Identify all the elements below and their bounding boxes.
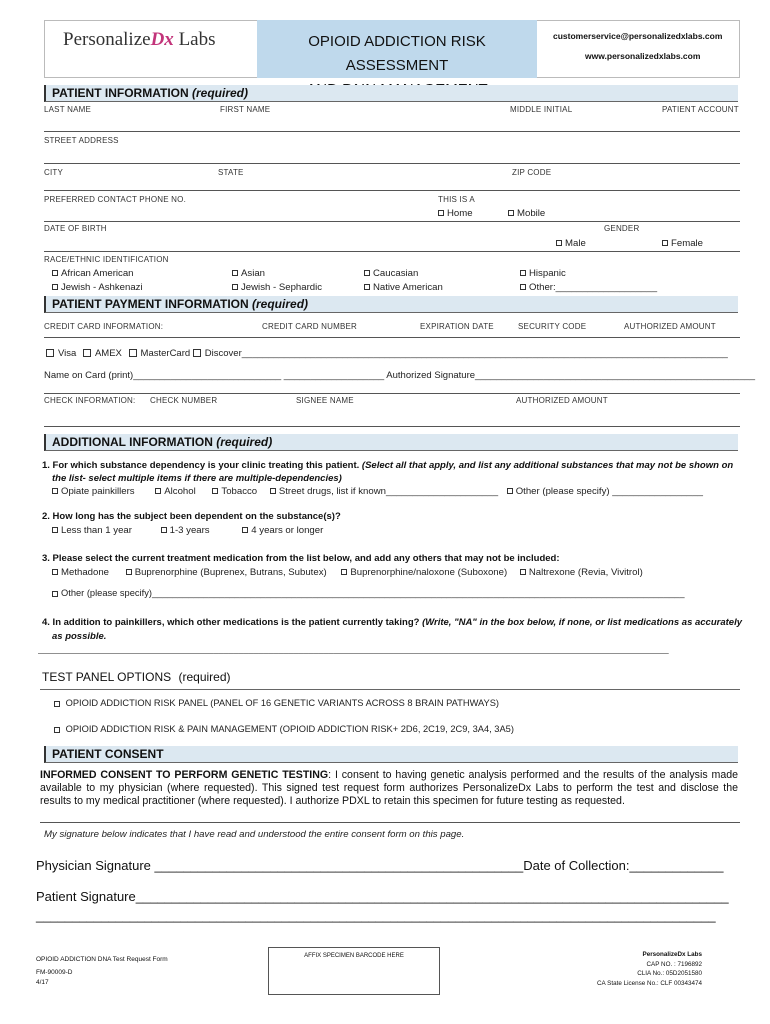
contact-website[interactable]: www.personalizedxlabs.com [585,51,701,61]
mobile-checkbox[interactable] [508,210,514,216]
alcohol-option[interactable]: Alcohol [155,486,195,497]
form-date: 4/17 [36,979,49,986]
mobile-option[interactable]: Mobile [508,208,545,219]
methadone-option[interactable]: Methadone [52,567,109,578]
check-info-label: CHECK INFORMATION: [44,396,136,405]
male-checkbox[interactable] [556,240,562,246]
security-label: SECURITY CODE [518,322,587,331]
check-authorized-label: AUTHORIZED AMOUNT [516,396,608,405]
test-panel-option-2[interactable]: OPIOID ADDICTION RISK & PAIN MANAGEMENT (OPIOID ADDICTION RISK+ 2D6, 2C19, 2C9, 3A4, 3A5) [54,724,514,734]
less-than-1-year-option[interactable]: Less than 1 year [52,525,132,536]
other-substance-option[interactable]: Other (please specify) _________________ [507,486,703,497]
q4-answer-line[interactable]: ______________________________________________________________________________________________________________________________ [38,644,669,654]
race-asian[interactable]: Asian [232,268,265,279]
question-1: 1. For which substance dependency is your clinic treating this patient. (Select all that apply, and list any additional substances that may not be shown on [42,460,734,471]
first-name-label: FIRST NAME [220,105,271,114]
extra-signature-line: ______________________________________________________________________________________________ [36,908,716,923]
consent-text: INFORMED CONSENT TO PERFORM GENETIC TESTING: I consent to having genetic analysis performed and the results of the analysis made available to my physician (where requested). This signed test request form authorizes PersonalizeDx Labs to perform the test and disclose the results to my medical practitioner (where requested). I authorize PDXL to retain this specimen for future testing as requested. [40,769,738,808]
naltrexone-option[interactable]: Naltrexone (Revia, Vivitrol) [520,567,643,578]
male-option[interactable]: Male [556,238,586,249]
race-hispanic[interactable]: Hispanic [520,268,566,279]
barcode-box[interactable] [268,947,440,995]
ca-license: CA State License No.: CLF 00343474 [596,979,702,987]
header [44,20,740,78]
lab-info [560,950,702,988]
title-box [257,20,537,78]
q3-other-option[interactable]: Other (please specify)_______________________________________________________________________________________________________ [52,588,685,598]
title-line-1: OPIOID ADDICTION RISK ASSESSMENT [308,33,486,74]
check-line[interactable] [44,426,740,427]
4-years-option[interactable]: 4 years or longer [242,525,323,536]
company-name: PersonalizeDx Labs [642,951,702,958]
street-label: STREET ADDRESS [44,136,119,145]
consent-divider [40,822,740,823]
patient-signature-field[interactable]: Patient Signature__________________________________________________________________________________ [36,889,729,904]
mastercard-option[interactable]: MasterCard [125,348,191,359]
dob-label: DATE OF BIRTH [44,224,107,233]
race-jewish-sephardic[interactable]: Jewish - Sephardic [232,282,322,293]
opiate-option[interactable]: Opiate painkillers [52,486,135,497]
dob-line[interactable] [44,251,740,252]
authorized-label: AUTHORIZED AMOUNT [624,322,716,331]
form-name: OPIOID ADDICTION DNA Test Request Form [36,956,168,963]
patient-consent-heading: PATIENT CONSENT [44,746,738,763]
test-panel-option-1[interactable]: OPIOID ADDICTION RISK PANEL (PANEL OF 16 GENETIC VARIANTS ACROSS 8 BRAIN PATHWAYS) [54,698,499,708]
question-3: 3. Please select the current treatment medication from the list below, and add any others that may not be included: [42,553,560,564]
race-caucasian[interactable]: Caucasian [364,268,418,279]
cap-number: CAP NO. : 7196892 [646,960,702,968]
street-drugs-option[interactable]: Street drugs, list if known_____________________ [270,486,498,497]
signature-note: My signature below indicates that I have read and understood the entire consent form on this page. [44,829,465,840]
race-native-american[interactable]: Native American [364,282,443,293]
name-on-card-field[interactable]: Name on Card (print)____________________________ ___________________ Authorized Signature_____________________________________________________ [44,370,756,381]
patient-info-heading: PATIENT INFORMATION (required) [44,85,738,102]
form-number: FM-90009-D [36,969,73,976]
signature-line [44,393,740,394]
name-line[interactable] [44,131,740,132]
cc-info-label: CREDIT CARD INFORMATION: [44,322,164,331]
race-label: RACE/ETHNIC IDENTIFICATION [44,255,169,264]
signee-label: SIGNEE NAME [296,396,354,405]
question-1-line-2: the list- select multiple items if there are multiple-dependencies) [52,473,342,484]
amex-option[interactable]: AMEX [79,348,122,359]
question-4: 4. In addition to painkillers, which other medications is the patient currently taking? (Write, "NA" in the box below, if none, or list medications as accurately [42,617,742,628]
tobacco-option[interactable]: Tobacco [212,486,257,497]
street-line[interactable] [44,163,740,164]
logo: PersonalizeDx Labs [63,29,216,50]
last-name-label: LAST NAME [44,105,91,114]
payment-heading: PATIENT PAYMENT INFORMATION (required) [44,296,738,313]
race-other[interactable]: Other:___________________ [520,282,657,293]
city-label: CITY [44,168,64,177]
contact-email[interactable]: customerservice@personalizedxlabs.com [553,31,723,41]
suboxone-option[interactable]: Buprenorphine/naloxone (Suboxone) [341,567,507,578]
expiration-label: EXPIRATION DATE [420,322,494,331]
visa-option[interactable]: Visa [46,348,76,359]
discover-option[interactable]: Discover____________________________________________________________________________________________ [193,348,728,359]
middle-initial-label: MIDDLE INITIAL [510,105,573,114]
cc-number-label: CREDIT CARD NUMBER [262,322,358,331]
question-4-line-2: as possible. [52,631,107,642]
city-line[interactable] [44,190,740,191]
phone-line[interactable] [44,221,740,222]
q3-options [52,567,643,578]
race-jewish-ashkenazi[interactable]: Jewish - Ashkenazi [52,282,143,293]
home-checkbox[interactable] [438,210,444,216]
zip-label: ZIP CODE [512,168,552,177]
physician-signature-field[interactable]: Physician Signature ___________________________________________________Date of Collection:_____________ [36,858,724,873]
buprenorphine-option[interactable]: Buprenorphine (Buprenex, Butrans, Subutex) [126,567,327,578]
additional-info-heading: ADDITIONAL INFORMATION (required) [44,434,738,451]
test-panel-heading: TEST PANEL OPTIONS (required) [40,670,740,690]
check-number-label: CHECK NUMBER [150,396,218,405]
q2-options [52,525,323,536]
race-african-american[interactable]: African American [52,268,134,279]
phone-label: PREFERRED CONTACT PHONE NO. [44,195,187,204]
1-3-years-option[interactable]: 1-3 years [161,525,210,536]
patient-account-label: PATIENT ACCOUNT [662,105,739,114]
state-label: STATE [218,168,244,177]
this-is-a-label: THIS IS A [438,195,475,204]
question-2: 2. How long has the subject been dependent on the substance(s)? [42,511,341,522]
gender-label: GENDER [604,224,640,233]
cc-line[interactable] [44,337,740,338]
card-type-row [46,348,728,359]
home-option[interactable]: Home [438,208,473,219]
barcode-label: AFFIX SPECIMEN BARCODE HERE [304,953,404,959]
q1-options [52,486,703,497]
female-checkbox[interactable] [662,240,668,246]
female-option[interactable]: Female [662,238,703,249]
clia-number: CLIA No.: 05D2051580 [637,970,702,978]
